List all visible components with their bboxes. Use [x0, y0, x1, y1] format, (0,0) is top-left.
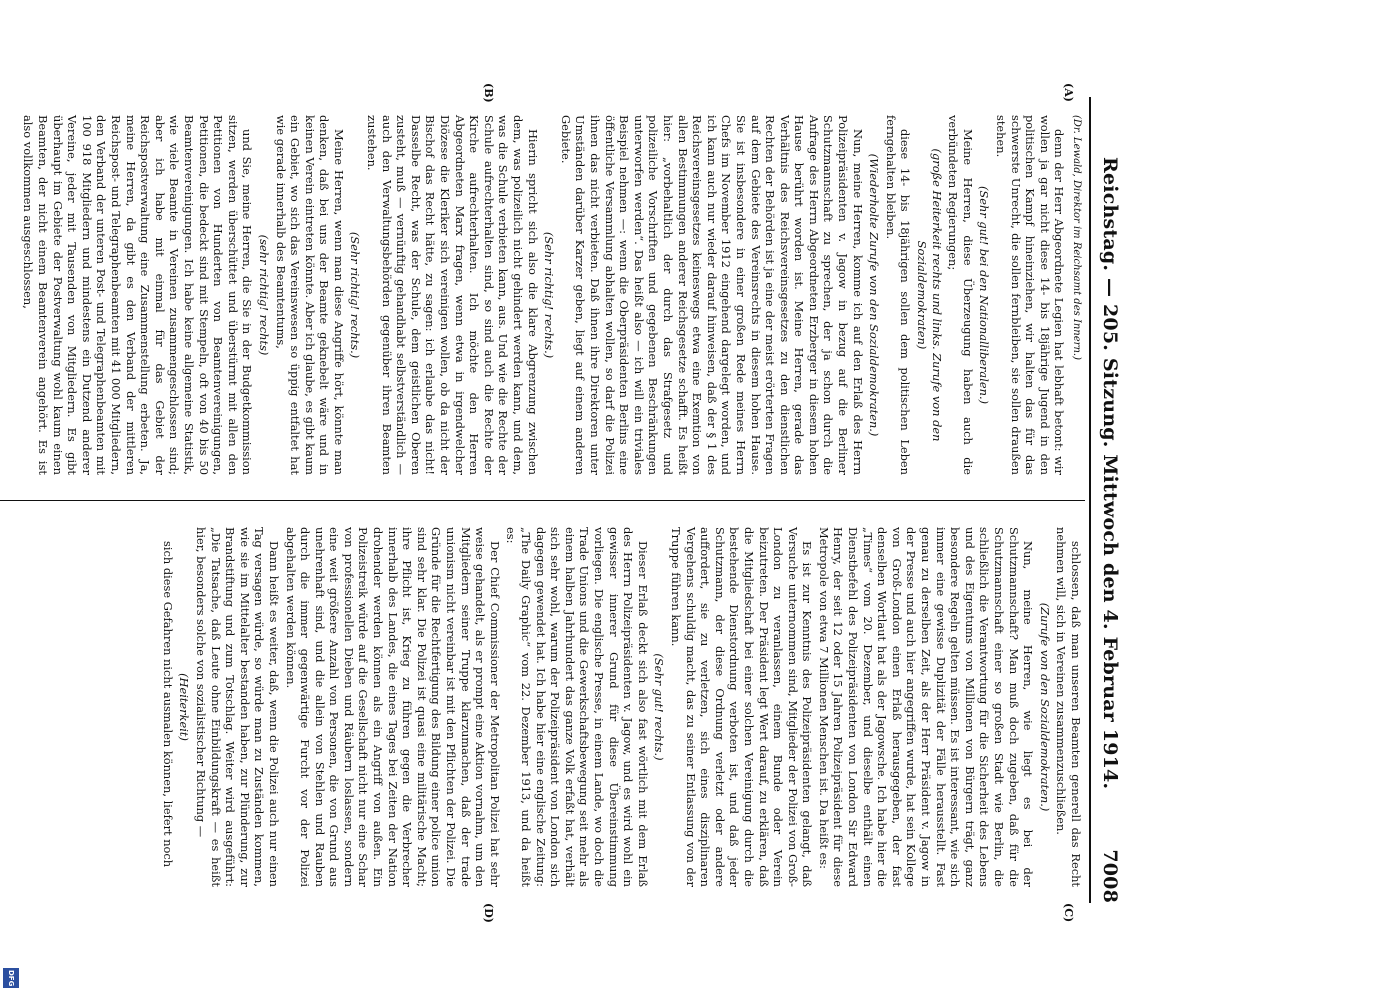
- column-divider: [0, 500, 1085, 501]
- paragraph: Dieser Erlaß deckt sich also fast wörtlich mit dem Erlaß des Herrn Polizeipräsidenten v. Jagow, und es wird wohl ein gewisser innerer Grund für diese Übereinstimmung vorliegen. Die englische Presse, in einem Lande, wo doch die Trade Unions und die Gewerkschaftsbewegung seit mehr als einem halben Jahrhundert das ganze Volk erfaßt hat, verhält sich sehr wohl, warum der Polizeipräsident von London sich dagegen gewendet hat. Ich habe hier eine englische Zeitung: „The Daily Graphic“ vom 22. Dezember 1913, und da heißt es:: [504, 527, 650, 887]
- paragraph: Es ist zur Kenntnis des Polizeipräsidenten gelangt, daß Versuche unternommen sind, Mitglieder der Polizei von Groß-London zu veranlassen, einem Bunde oder Verein beizutreten. Der Präsident legt Wert darauf, zu erklären, daß die Mitgliedschaft bei einer solchen Vereinigung durch die bestehende Dienstordnung verboten ist, und daß jeder Schutzmann, der diese Ordnung verletzt oder andere auffordert, sie zu verletzen, sich eines disziplinaren Vergehens schuldig macht, das zu seiner Entlassung von der Truppe führen kann.: [668, 527, 815, 887]
- text-column-left: [19, 115, 1083, 475]
- margin-mark-d: (D): [482, 903, 495, 923]
- paragraph: (sehr richtig! rechts): [256, 234, 271, 356]
- paragraph: Meine Herren, wenn man diese Angriffe hört, könnte man denken, daß bei uns der Beamte geknebelt wäre und in keinen Verein eintreten könnte. Aber ich glaube, es gibt kaum ein Gebiet, wo sich das Vereinswesen so üppig entfaltet hat wie gerade innerhalb des Beamtentums,: [273, 115, 346, 475]
- paragraph: (Sehr richtig! rechts.): [542, 231, 557, 359]
- paragraph: Nun, meine Herren, komme ich auf den Erlaß des Herrn Polizeipräsidenten v. Jagow in bezug auf die Berliner Schutzmannschaft zu sprechen, der ja schon durch die Anfrage des Herrn Abgeordneten Erzberger in diesem hohen Hause berührt worden ist. Meine Herren, gerade das Verhältnis des Reichsvereinsgesetzes zu den dienstlichen Rechten der Behörden ist ja eine der meist erörterten Fragen auf dem Gebiete des Vereinsrechts in diesem hohen Hause. Sie ist insbesondere in einer großen Rede meines Herrn Chefs im November 1912 eingehend dargelegt worden, und ich kann auch nur wieder darauf hinweisen, daß der § 1 des Reichsvereinsgesetzes keineswegs etwa eine Exemtion von allen Bestimmungen anderer Reichsgesetze schafft. Es heißt hier: „vorbehaltlich der durch das Strafgesetz und polizeiliche Vorschriften und gegebenen Beschränkungen unterworfen werden“. Das heißt also — ich will ein triviales Beispiel nehmen —: wenn die Oberpräsidenten Berlins eine öffentliche Versammlung abhalten wollen, so darf die Polizei ihnen das nicht verbieten. Daß ihnen ihre Direktoren unter Umständen darüber Karzer geben, liegt auf einem anderen Gebiete.: [558, 115, 865, 475]
- margin-mark-a: (A): [1062, 83, 1075, 102]
- paragraph: (Sehr gut! rechts.): [652, 653, 667, 761]
- paragraph: Dann heißt es weiter, daß, wenn die Polizei auch nur einen Tag versagen würde, so würde man zu Zuständen kommen, wie sie im Mittelalter bestanden haben, zur Plünderung, zur Brandstiftung und zum Totschlag. Weiter wird ausgeführt: „Die Tatsache, daß Leute ohne Einbildungskraft — es heißt hier, besonders solche von sozialistischer Richtung —: [193, 527, 281, 887]
- text-column-right: [158, 527, 1083, 887]
- paragraph: (Heiterkeit): [177, 673, 192, 741]
- paragraph: (Sehr gut! bei den Nationalliberalen.): [977, 185, 992, 405]
- paragraph: (Dr. Lewald, Direktor im Reichsamt des Innern.): [1071, 115, 1082, 360]
- paragraph: Meine Herren, diese Überzeugung haben auch die verbündeten Regierungen;: [946, 115, 975, 475]
- paragraph: Nun, meine Herren, wie liegt es bei der Schutzmannschaft? Man muß doch zugeben, daß für die Schutzmannschaft einer so großen Stadt wie Berlin, die schließlich die Verantwortung für die Sicherheit des Lebens und des Eigentums von Millionen von Bürgern trägt, ganz besondere Regeln gelten müssen. Es ist interessant, wie sich immer eine gewisse Duplizität der Fälle herausstellt. Fast genau zu derselben Zeit, als der Herr Präsident v. Jagow in der Presse und auch hier angegriffen wurde, hat sein Kollege von Groß-London einen Erlaß herausgegeben, der fast denselben Wortlaut hat als der Jagowsche. Ich habe hier die „Times“ vom 20. Dezember, und dieselbe enthält einen Dienstbefehl des Polizeipräsidenten von London Sir Edward Henry, der seit 12 oder 15 Jahren Polizeipräsident für diese Metropole von etwa 7 Millionen Menschen ist. Da heißt es:: [816, 527, 1036, 887]
- paragraph: (große Heiterkeit rechts und links. Zurufe von den Sozialdemokraten): [915, 148, 944, 442]
- dfg-logo: DFG: [3, 968, 19, 988]
- paragraph: Der Chief Commissioner der Metropolitan Polizei hat sehr weise gehandelt, als er prompt eine Aktion vornahm, um den Mitgliedern seiner Truppe klarzumachen, daß der trade unionism nicht vereinbar ist mit den Pflichten der Polizei. Die Gründe für die Rechtfertigung des Bildung einer police union sind sehr klar. Die Polizei ist quasi eine militärische Macht; ihre Pflicht ist, Krieg zu führen gegen die Verbrecher innerhalb des Landes, die eines Tages bei Zeiten der Nation drohender werden können als ein Angriff von außen. Ein Polizeistreik würde auf die Gesellschaft nicht nur eine Schar von professionellen Dieben und Räubern loslassen, sondern eine weit größere Anzahl von Personen, die von Grund aus unehrenhaft sind, und die allein von Stehlen und Rauben durch die immer gegenwärtige Furcht vor der Polizei abgehalten werden können.: [283, 527, 502, 887]
- page-header: [1093, 97, 1127, 903]
- paragraph: diese 14- bis 18jährigen sollen dem politischen Leben ferngehalten bleiben.: [883, 115, 913, 475]
- margin-mark-c: (C): [1062, 903, 1075, 923]
- paragraph: sich diese Gefahren nicht ausmalen können, liefert noch: [160, 541, 175, 868]
- paragraph: Hierin spricht sich also die klare Abgrenzung zwischen dem, was polizeilich nicht gehindert werden kann, und dem, was die Schule verbieten kann, aus. Und wie die Rechte der Schule aufrechterhalten sind, so sind auch die Rechte der Kirche aufrechterhalten. Ich möchte den Herren Abgeordneten Marx fragen, wenn etwa in irgendwelcher Diözese die Kleriker sich vereinigen wollen, ob da nicht der Bischof das Recht hätte, zu sagen: ich erlaube das nicht! Dasselbe Recht, was der Schule, dem geistlichen Oberen zusteht, muß — vernünftig gehandhabt selbstverständlich — auch den Verwaltungsbehörden gegenüber ihren Beamten zustehen.: [365, 115, 540, 475]
- paragraph: schlossen, daß man unseren Beamten generell das Recht nehmen will, sich in Vereinen zusammenzuschließen.: [1054, 527, 1083, 887]
- page-number: 7008: [1099, 849, 1121, 903]
- paragraph: (Zurufe von den Sozialdemokraten.): [1037, 602, 1052, 812]
- header-rule: [1089, 97, 1091, 903]
- paragraph: (Wiederholte Zurufe von den Sozialdemokraten.): [867, 153, 882, 437]
- paragraph: (Sehr richtig! rechts.): [348, 231, 363, 359]
- page-title: Reichstag. — 205. Sitzung. Mittwoch den 4. Februar 1914.: [1099, 157, 1121, 790]
- margin-mark-b: (B): [482, 83, 495, 103]
- paragraph: und Sie, meine Herren, die Sie in der Budgetkommission sitzen, werden überschüttet und überstürmt mit allen den Petitionen von Hunderten von Beamtenvereinigungen, Petitionen, die bedeckt sind mit Stempeln, oft von 40 bis 50 Beamtenvereinigungen. Ich habe keine allgemeine Statistik, wie viele Beamte in Vereinen zusammengeschlossen sind; aber ich habe mit einmal für das Gebiet der Reichspostverwaltung eine Zusammenstellung erbeten. Ja, meine Herren, da gibt es den Verband der mittleren Reichspost- und Telegraphenbeamten mit 41 000 Mitgliedern, den Verband der unteren Post- und Telegraphenbeamten mit 100 918 Mitgliedern und mindestens ein Dutzend anderer Vereine, jeder mit Tausenden von Mitgliedern. Es gibt überhaupt im Gebiete der Postverwaltung wohl kaum einen Beamten, der nicht einem Beamtenverein angehört. Es ist also vollkommen ausgeschlossen,: [21, 115, 255, 475]
- paragraph: denn der Herr Abgeordnete Legien hat lebhaft betont: wir wollen ja gar nicht diese 14- bis 18jährige Jugend in den politischen Kampf hineinziehen, wir halten das für das schwerste Unrecht, die sollen fernbleiben, sie sollen draußen stehen.: [994, 115, 1067, 475]
- newspaper-page: [0, 65, 1135, 935]
